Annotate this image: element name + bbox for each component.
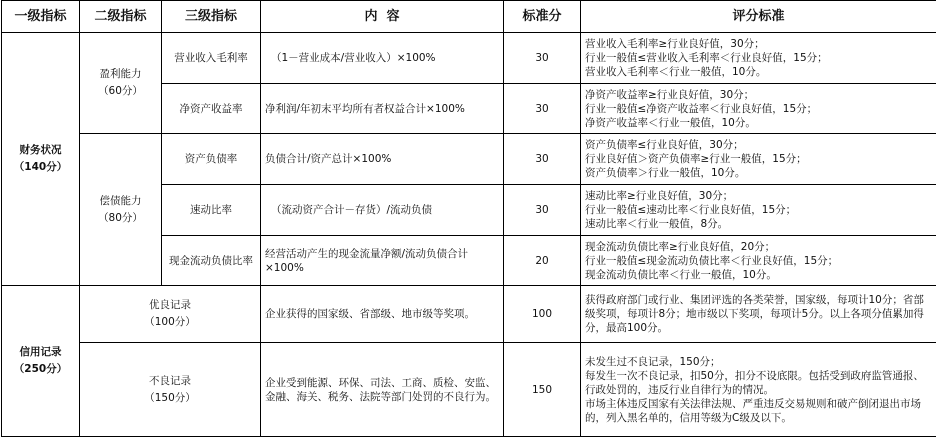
level2-profit xyxy=(80,33,162,134)
group-title: 财务状况 xyxy=(6,142,75,159)
score-cell: 100 xyxy=(504,286,581,343)
criteria-line: 行业一般值≤净资产收益率＜行业良好值，15分； xyxy=(585,102,932,116)
criteria-line: 未发生过不良记录，150分； xyxy=(585,355,932,369)
table-row xyxy=(2,134,936,185)
criteria-cell xyxy=(581,236,936,286)
group-title: 盈利能力 xyxy=(84,66,157,83)
group-subtitle: （250分） xyxy=(6,361,75,378)
score-cell: 30 xyxy=(504,185,581,236)
group-subtitle: （150分） xyxy=(84,390,256,407)
header-content: 内 容 xyxy=(261,1,504,33)
criteria-line: 营业收入毛利率＜行业一般值，10分。 xyxy=(585,65,932,79)
content-cell: （1－营业成本/营业收入）×100% xyxy=(261,33,504,84)
content-cell: 企业获得的国家级、省部级、地市级等奖项。 xyxy=(261,286,504,343)
content-cell: （流动资产合计－存货）/流动负债 xyxy=(261,185,504,236)
criteria-line: 市场主体违反国家有关法律法规、严重违反交易规则和破产倒闭退出市场的，列入黑名单的，信用等级为C级及以下。 xyxy=(585,397,932,425)
criteria-line: 速动比率≥行业良好值，30分； xyxy=(585,189,932,203)
criteria-line: 资产负债率＞行业一般值，10分。 xyxy=(585,166,932,180)
indicator-cell: 资产负债率 xyxy=(162,134,261,185)
criteria-line: 行业一般值≤营业收入毛利率＜行业良好值，15分； xyxy=(585,51,932,65)
group-title: 不良记录 xyxy=(84,373,256,390)
score-cell: 150 xyxy=(504,343,581,437)
table-row xyxy=(2,33,936,84)
level2-bad xyxy=(80,343,261,437)
group-subtitle: （100分） xyxy=(84,314,256,331)
criteria-line: 现金流动负债比率≥行业良好值，20分； xyxy=(585,240,932,254)
criteria-line: 速动比率＜行业一般值，8分。 xyxy=(585,217,932,231)
level2-good xyxy=(80,286,261,343)
header-criteria: 评分标准 xyxy=(581,1,936,33)
criteria-cell xyxy=(581,33,936,84)
criteria-cell xyxy=(581,343,936,437)
credit-evaluation-table xyxy=(1,0,936,437)
score-cell: 30 xyxy=(504,84,581,134)
table-row xyxy=(2,343,936,437)
score-cell: 30 xyxy=(504,134,581,185)
content-cell: 净利润/年初末平均所有者权益合计×100% xyxy=(261,84,504,134)
level1-credit xyxy=(2,286,80,437)
header-score: 标准分 xyxy=(504,1,581,33)
level2-debt xyxy=(80,134,162,286)
indicator-cell: 速动比率 xyxy=(162,185,261,236)
criteria-cell xyxy=(581,84,936,134)
indicator-cell: 现金流动负债比率 xyxy=(162,236,261,286)
criteria-line: 资产负债率≤行业良好值，30分； xyxy=(585,138,932,152)
criteria-line: 现金流动负债比率＜行业一般值，10分。 xyxy=(585,268,932,282)
header-level1: 一级指标 xyxy=(2,1,80,33)
score-cell: 20 xyxy=(504,236,581,286)
content-cell: 负债合计/资产总计×100% xyxy=(261,134,504,185)
indicator-cell: 营业收入毛利率 xyxy=(162,33,261,84)
group-title: 信用记录 xyxy=(6,344,75,361)
header-level3: 三级指标 xyxy=(162,1,261,33)
header-row xyxy=(2,1,936,33)
content-cell: 经营活动产生的现金流量净额/流动负债合计×100% xyxy=(261,236,504,286)
group-subtitle: （80分） xyxy=(84,210,157,227)
criteria-cell xyxy=(581,185,936,236)
content-cell: 企业受到能源、环保、司法、工商、质检、安监、金融、海关、税务、法院等部门处罚的不良行为。 xyxy=(261,343,504,437)
criteria-line: 行业良好值＞资产负债率≥行业一般值，15分； xyxy=(585,152,932,166)
criteria-line: 行业一般值≤现金流动负债比率＜行业良好值，15分； xyxy=(585,254,932,268)
criteria-cell xyxy=(581,134,936,185)
criteria-line: 营业收入毛利率≥行业良好值，30分； xyxy=(585,37,932,51)
criteria-line: 净资产收益率＜行业一般值，10分。 xyxy=(585,116,932,130)
criteria-line: 净资产收益率≥行业良好值，30分； xyxy=(585,88,932,102)
group-subtitle: （60分） xyxy=(84,83,157,100)
table-row xyxy=(2,286,936,343)
criteria-line: 获得政府部门或行业、集团评选的各类荣誉，国家级，每项计10分；省部级奖项，每项计8分；地市级以下奖项，每项计5分。以上各项分值累加得分，最高100分。 xyxy=(585,293,932,335)
header-level2: 二级指标 xyxy=(80,1,162,33)
level1-finance xyxy=(2,33,80,286)
group-title: 优良记录 xyxy=(84,297,256,314)
group-subtitle: （140分） xyxy=(6,159,75,176)
group-title: 偿债能力 xyxy=(84,193,157,210)
criteria-line: 行业一般值≤速动比率＜行业良好值，15分； xyxy=(585,203,932,217)
criteria-cell xyxy=(581,286,936,343)
score-cell: 30 xyxy=(504,33,581,84)
indicator-cell: 净资产收益率 xyxy=(162,84,261,134)
criteria-line: 每发生一次不良记录，扣50分，扣分不设底限。包括受到政府监管通报、行政处罚的，违反行业自律行为的情况。 xyxy=(585,369,932,397)
